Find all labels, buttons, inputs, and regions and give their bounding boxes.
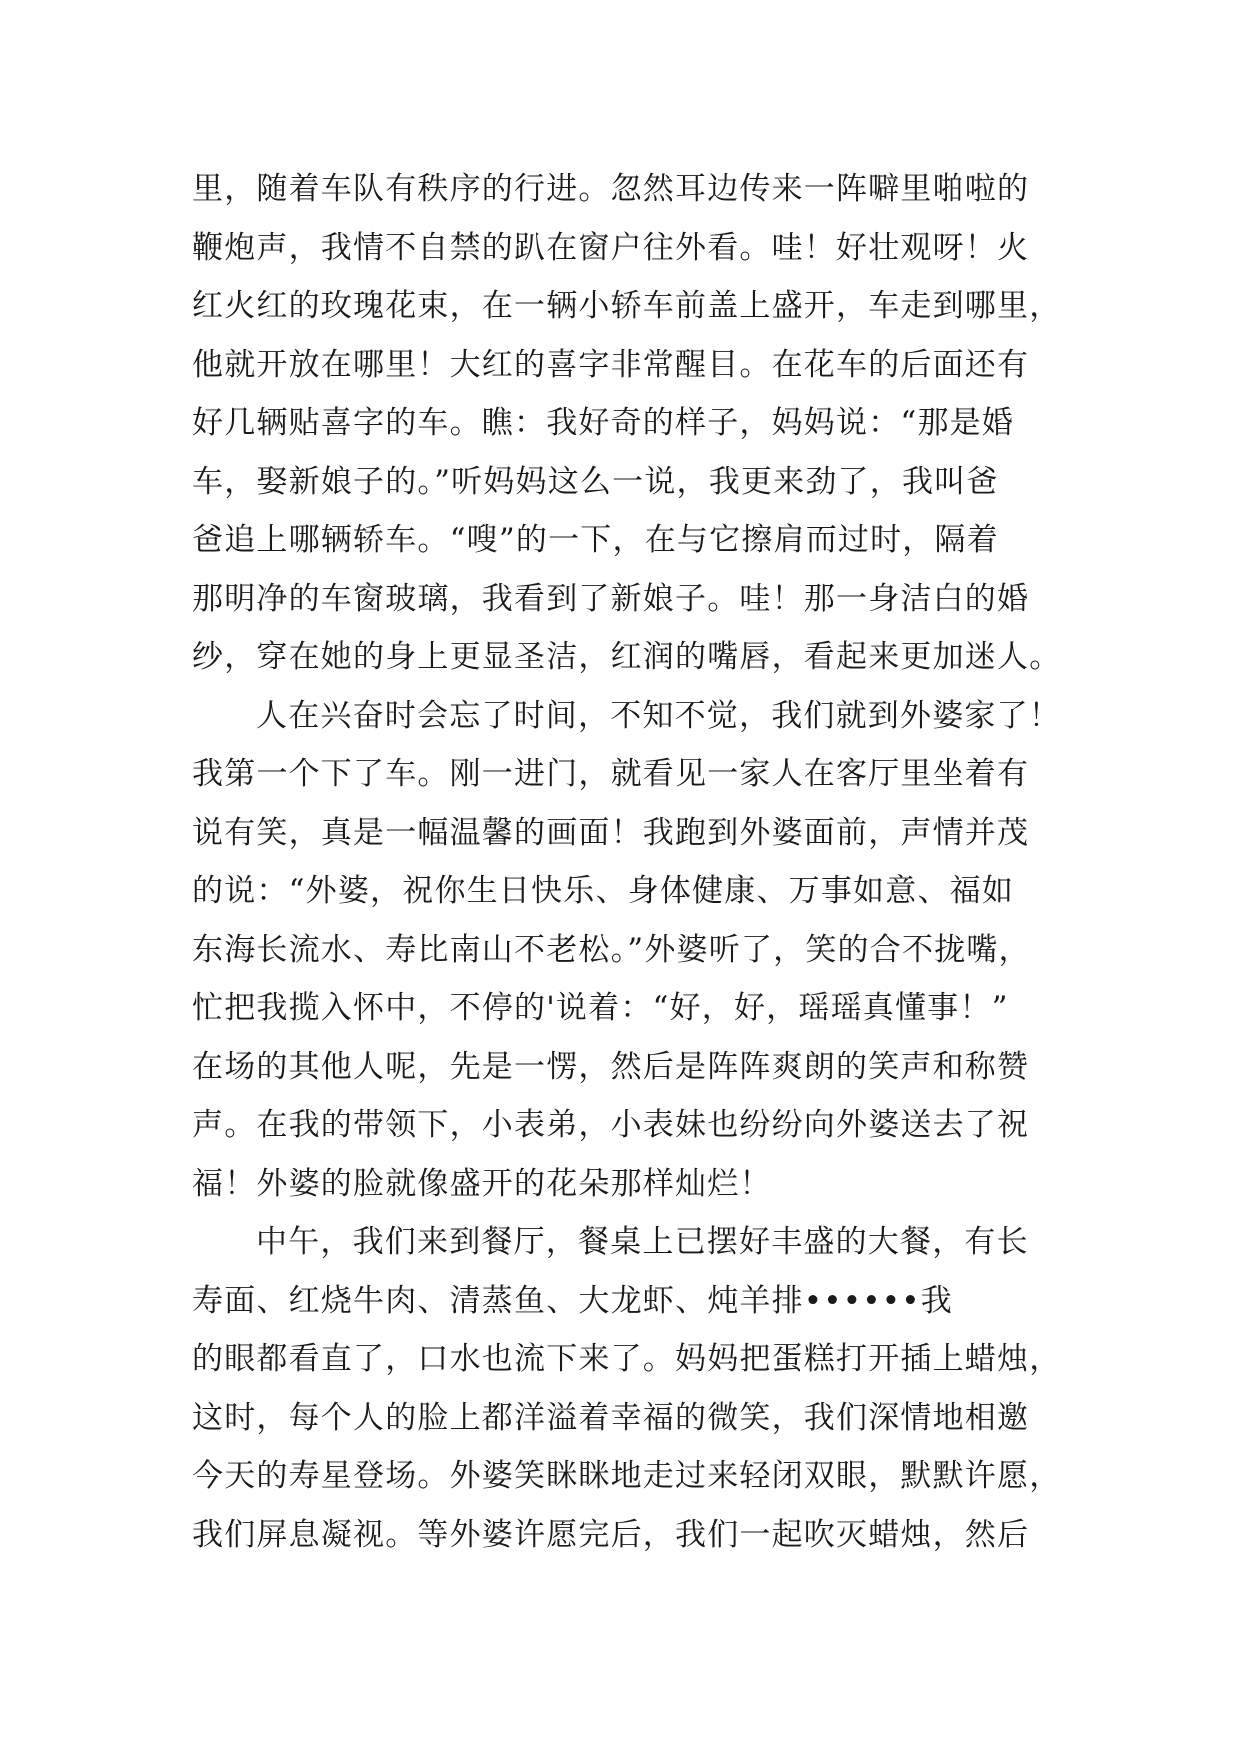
text-line: 这时，每个人的脸上都洋溢着幸福的微笑，我们深情地相邀 <box>192 1399 1030 1436</box>
text-line: 寿面、红烧牛肉、清蒸鱼、大龙虾、炖羊排••••••我 <box>192 1282 953 1319</box>
text-line-indented: 中午，我们来到餐厅，餐桌上已摆好丰盛的大餐，有长 <box>256 1224 1029 1260</box>
text-line: 忙把我揽入怀中，不停的'说着：“好，好，瑶瑶真懂事！” <box>192 990 1009 1026</box>
paragraph-2 <box>192 687 1072 1214</box>
text-line: 今天的寿星登场。外婆笑眯眯地走过来轻闭双眼，默默许愿， <box>192 1458 1062 1494</box>
text-line: 里，随着车队有秩序的行进。忽然耳边传来一阵噼里啪啦的 <box>192 171 1030 207</box>
text-line: 车，娶新娘子的。”听妈妈这么一说，我更来劲了，我叫爸 <box>192 463 999 500</box>
text-line: 东海长流水、寿比南山不老松。”外婆听了，笑的合不拢嘴， <box>192 931 1031 968</box>
text-line: 纱，穿在她的身上更显圣洁，红润的嘴唇，看起来更加迷人。 <box>192 639 1062 675</box>
text-line: 在场的其他人呢，先是一愣，然后是阵阵爽朗的笑声和称赞 <box>192 1048 1030 1085</box>
text-line: 福！外婆的脸就像盛开的花朵那样灿烂！ <box>192 1165 772 1202</box>
text-line-indented: 人在兴奋时会忘了时间，不知不觉，我们就到外婆家了！ <box>256 697 1061 734</box>
text-line: 的说：“外婆，祝你生日快乐、身体健康、万事如意、福如 <box>192 873 1015 909</box>
text-line: 的眼都看直了，口水也流下来了。妈妈把蛋糕打开插上蜡烛， <box>192 1341 1062 1377</box>
text-line: 爸追上哪辆轿车。“嗖”的一下，在与它擦肩而过时，隔着 <box>192 522 999 558</box>
text-line: 好几辆贴喜字的车。瞧：我好奇的样子，妈妈说：“那是婚 <box>192 405 1015 441</box>
text-line: 我第一个下了车。刚一进门，就看见一家人在客厅里坐着有 <box>192 756 1030 792</box>
paragraph-1 <box>192 160 1072 687</box>
document-body <box>192 160 1072 1564</box>
text-line: 那明净的车窗玻璃，我看到了新娘子。哇！那一身洁白的婚 <box>192 580 1030 617</box>
text-line: 说有笑，真是一幅温馨的画面！我跑到外婆面前，声情并茂 <box>192 814 1030 851</box>
text-line: 他就开放在哪里！大红的喜字非常醒目。在花车的后面还有 <box>192 346 1030 383</box>
text-line: 红火红的玫瑰花束，在一辆小轿车前盖上盛开，车走到哪里， <box>192 288 1062 324</box>
text-line: 声。在我的带领下，小表弟，小表妹也纷纷向外婆送去了祝 <box>192 1107 1030 1143</box>
text-line: 鞭炮声，我情不自禁的趴在窗户往外看。哇！好壮观呀！火 <box>192 229 1030 266</box>
text-line: 我们屏息凝视。等外婆许愿完后，我们一起吹灭蜡烛，然后 <box>192 1516 1030 1553</box>
paragraph-3 <box>192 1213 1072 1564</box>
